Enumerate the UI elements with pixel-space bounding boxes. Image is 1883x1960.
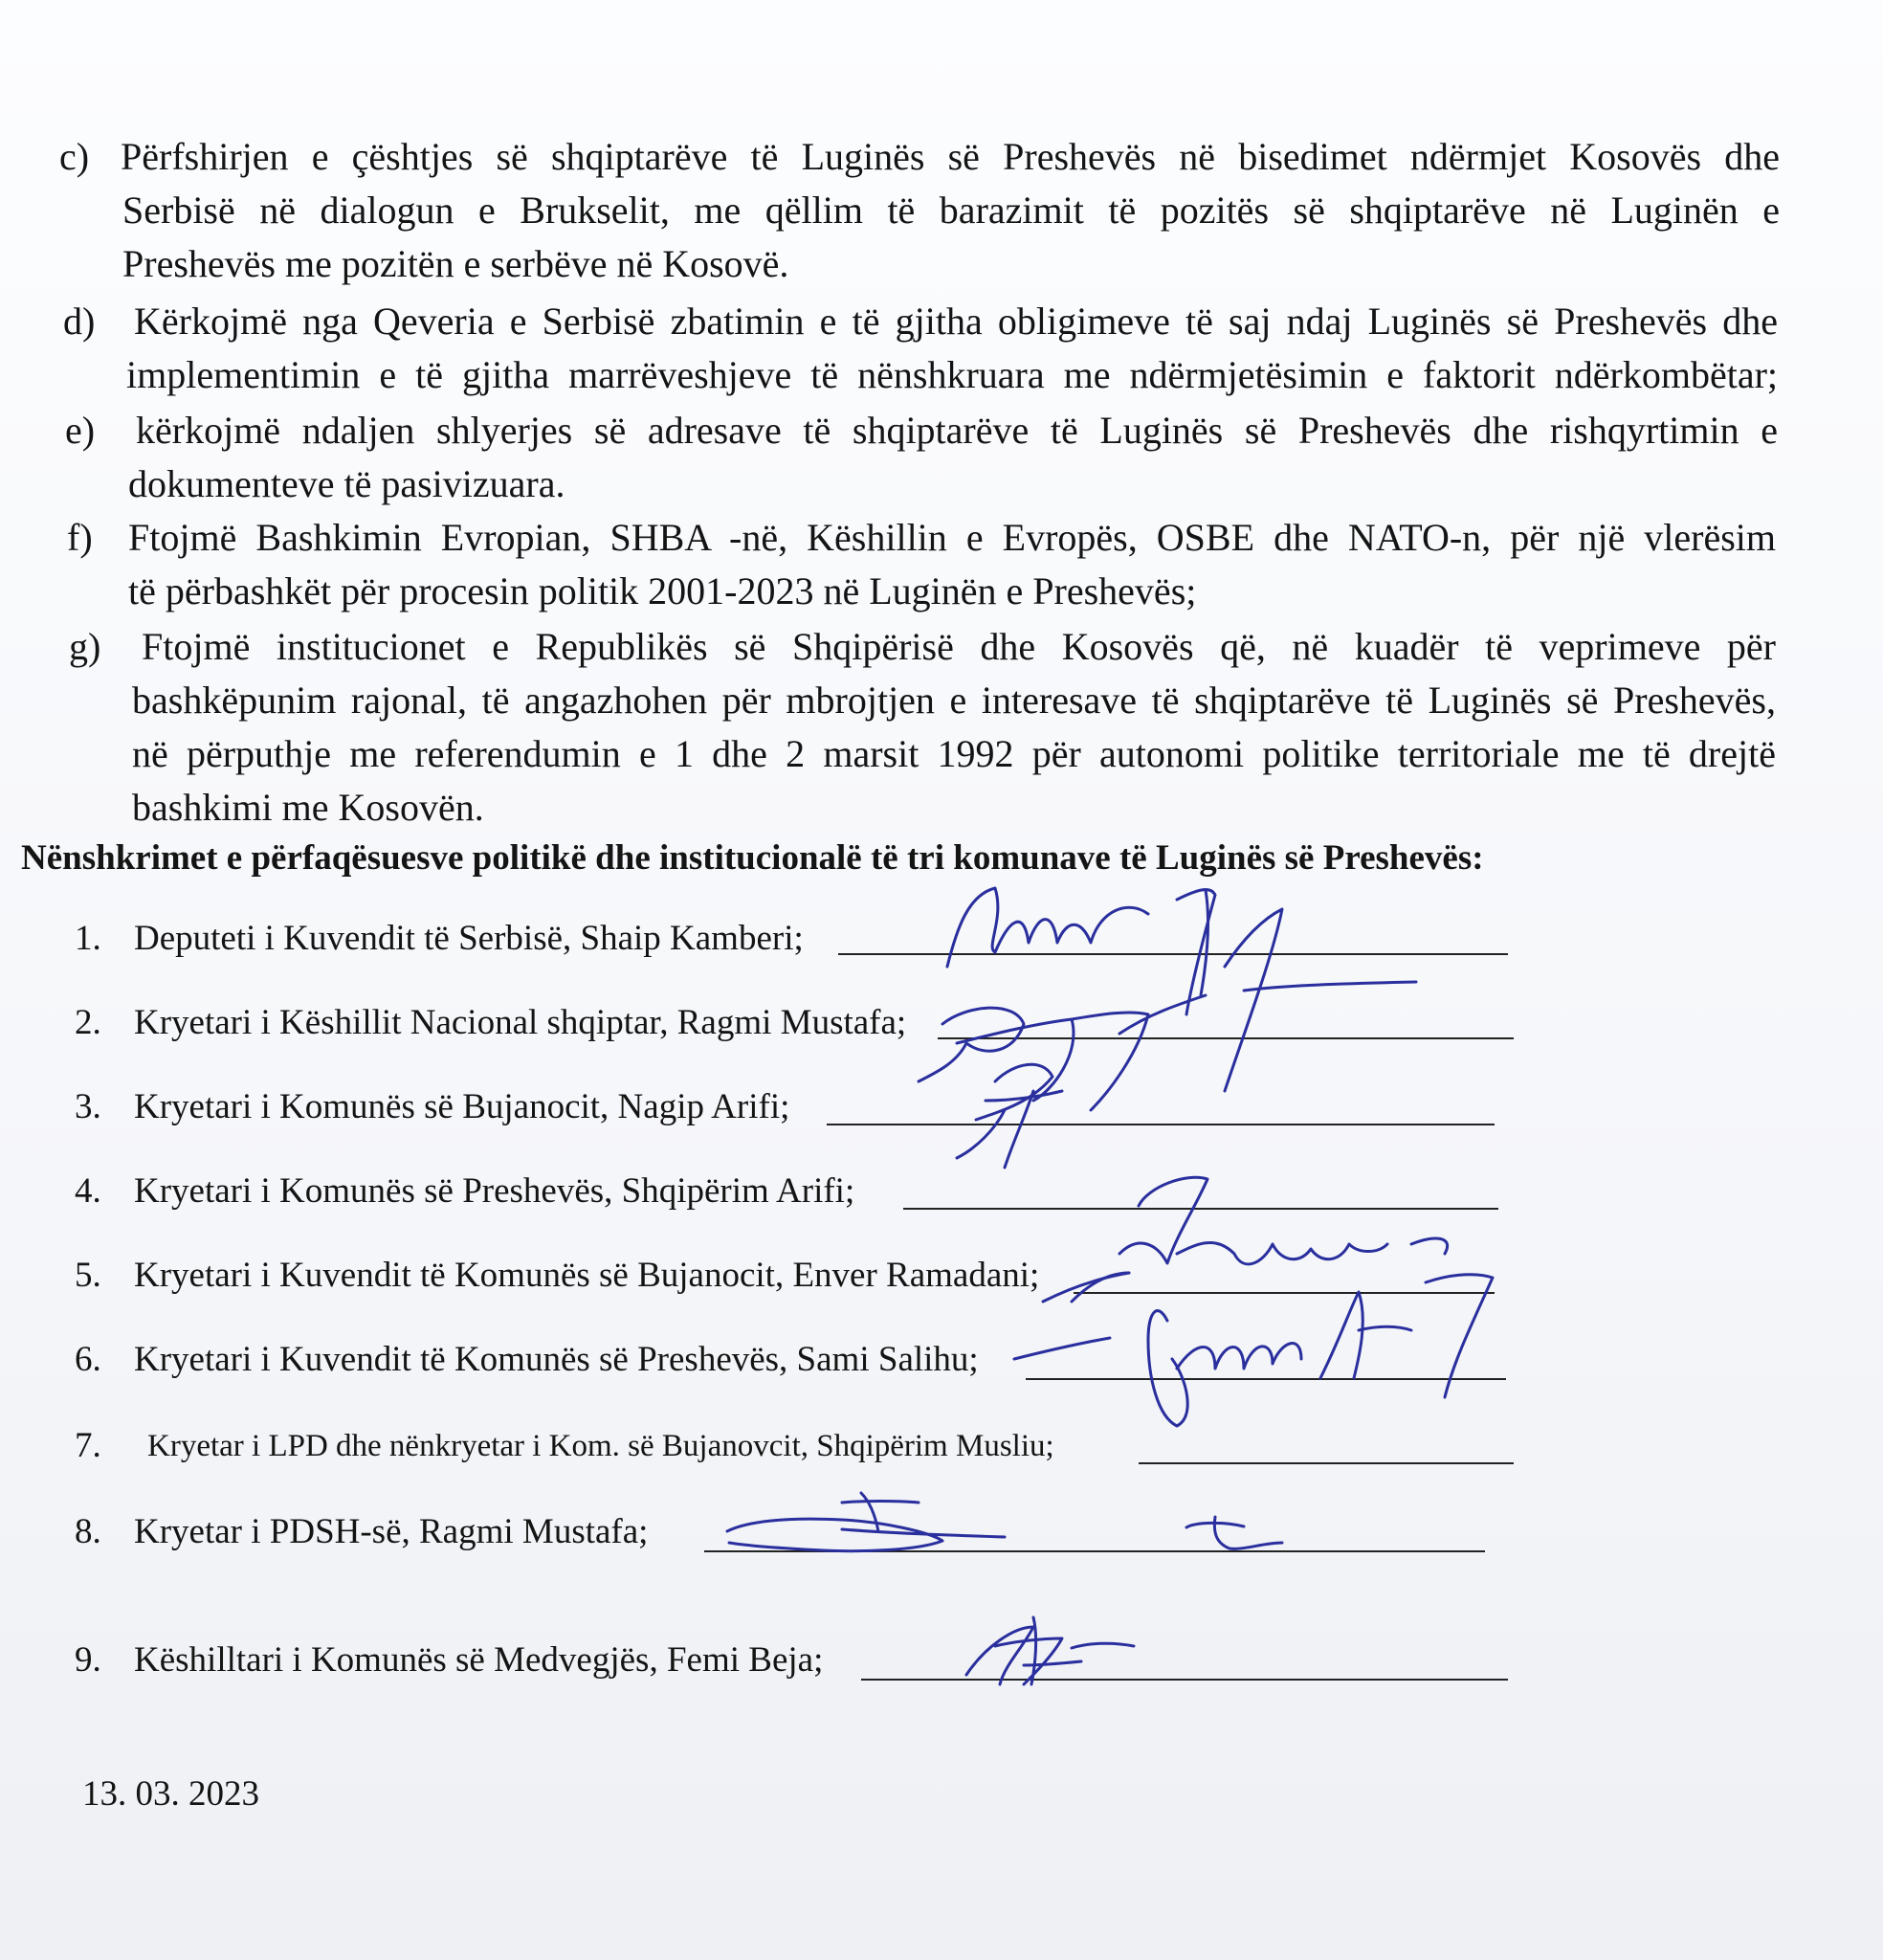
item-text-line: Serbisë në dialogun e Brukselit, me qëllim të barazimit të pozitës së shqiptarëve në Luginën e [122, 189, 1780, 232]
signature-9 [966, 1617, 1134, 1684]
item-text-line: bashkimi me Kosovën. [132, 786, 484, 829]
item-text-line: Kërkojmë nga Qeveria e Serbisë zbatimin e të gjitha obligimeve të saj ndaj Luginës së Preshevës dhe [134, 300, 1778, 343]
item-text-line: Përfshirjen e çështjes së shqiptarëve të Luginës së Preshevës në bisedimet ndërmjet Kosovës dhe [121, 135, 1780, 178]
signatory-name: Kryetari i Kuvendit të Komunës së Bujanocit, Enver Ramadani; [134, 1256, 1040, 1295]
signature-5 [1014, 1273, 1187, 1426]
item-marker: d) [63, 300, 96, 343]
item-text-line: kërkojmë ndaljen shlyerjes së adresave të shqiptarëve të Luginës së Preshevës dhe rishqyrtimin e [136, 409, 1778, 452]
signatory-name: Kryetari i Komunës së Preshevës, Shqipërim Arifi; [134, 1171, 855, 1211]
item-marker: e) [65, 409, 96, 452]
signatures-heading: Nënshkrimet e përfaqësuesve politikë dhe institucionalë të tri komunave të Luginës së Preshevës: [21, 838, 1484, 878]
signatory-number: 4. [75, 1171, 101, 1211]
signatory-number: 3. [75, 1087, 101, 1126]
signatory-name: Këshilltari i Komunës së Medvegjës, Femi Beja; [134, 1640, 824, 1680]
item-marker: g) [69, 625, 101, 668]
signatory-name: Kryetar i PDSH-së, Ragmi Mustafa; [134, 1512, 649, 1551]
signatory-number: 9. [75, 1640, 101, 1680]
signature-3 [957, 1064, 1062, 1168]
item-text-line: bashkëpunim rajonal, të angazhohen për mbrojtjen e interesave të shqiptarëve të Luginës së Preshevës, [132, 679, 1776, 722]
signatory-number: 2. [75, 1003, 101, 1042]
signature-4 [1043, 1177, 1448, 1302]
item-text-line: implementimin e të gjitha marrëveshjeve të nënshkruara me ndërmjetësimin e faktorit ndërkombëtar; [126, 353, 1778, 396]
signatory-number: 8. [75, 1512, 101, 1551]
signature-6 [1177, 1275, 1493, 1397]
signatory-number: 5. [75, 1256, 101, 1295]
signatory-number: 6. [75, 1340, 101, 1379]
signatory-number: 1. [75, 919, 101, 958]
item-marker: f) [67, 516, 93, 559]
signatory-name: Deputeti i Kuvendit të Serbisë, Shaip Kamberi; [134, 919, 804, 958]
signatory-name: Kryetar i LPD dhe nënkryetar i Kom. së Bujanovcit, Shqipërim Musliu; [147, 1429, 1054, 1463]
item-text-line: Preshevës me pozitën e serbëve në Kosovë. [122, 242, 789, 285]
document-date: 13. 03. 2023 [82, 1774, 259, 1814]
signatory-name: Kryetari i Komunës së Bujanocit, Nagip Arifi; [134, 1087, 790, 1126]
item-text-line: të përbashkët për procesin politik 2001-2023 në Luginën e Preshevës; [128, 569, 1197, 612]
signatory-name: Kryetari i Kuvendit të Komunës së Preshevës, Sami Salihu; [134, 1340, 979, 1379]
signatory-number: 7. [75, 1426, 101, 1465]
item-marker: c) [59, 135, 90, 178]
signature-8 [727, 1493, 1282, 1551]
item-text-line: në përputhje me referendumin e 1 dhe 2 marsit 1992 për autonomi politike territoriale me të drejtë [132, 732, 1776, 775]
item-text-line: Ftojmë institucionet e Republikës së Shqipërisë dhe Kosovës që, në kuadër të veprimeve për [142, 625, 1776, 668]
item-text-line: Ftojmë Bashkimin Evropian, SHBA -në, Këshillin e Evropës, OSBE dhe NATO-n, për një vlerësim [128, 516, 1776, 559]
item-text-line: dokumenteve të pasivizuara. [128, 462, 565, 505]
signature-1 [947, 888, 1215, 1014]
signatory-name: Kryetari i Këshillit Nacional shqiptar, Ragmi Mustafa; [134, 1003, 907, 1042]
